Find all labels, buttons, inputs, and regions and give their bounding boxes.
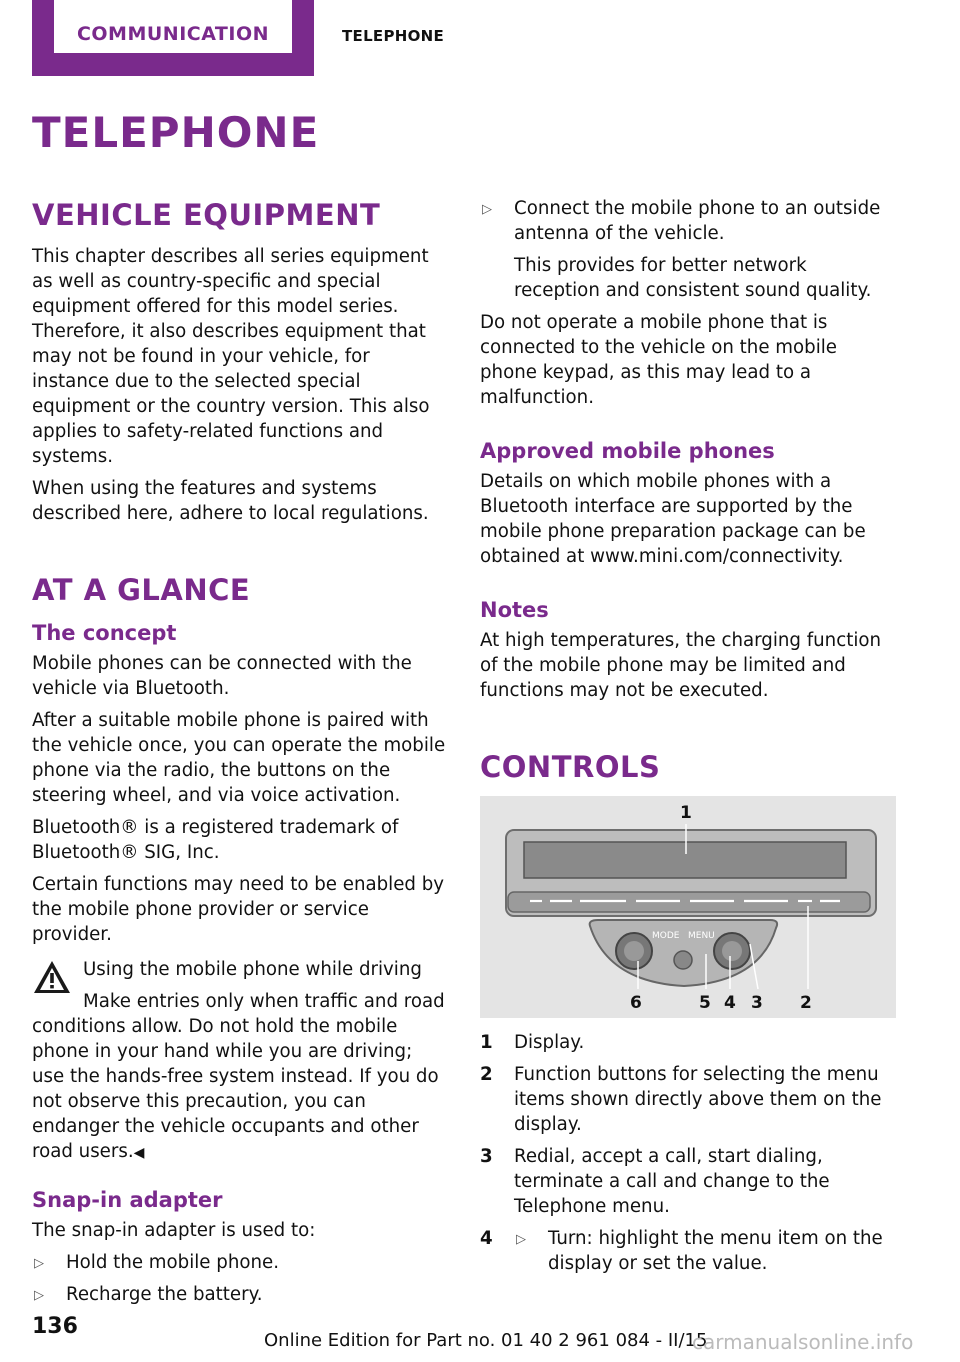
notes-text: At high temperatures, the charging function of the mobile phone may be limited and functions may not be executed. (480, 630, 882, 701)
header-tab-inner (54, 0, 292, 53)
radio-controls-illustration (480, 796, 896, 1018)
triangle-right-icon: ▷ (482, 202, 492, 217)
concept-paragraph-1: Mobile phones can be connected with the vehicle via Bluetooth. (32, 653, 412, 699)
warning-title: Using the mobile phone while driving (83, 959, 422, 980)
list-item-text: Hold the mobile phone. (66, 1252, 279, 1273)
concept-paragraph-4: Certain functions may need to be enabled by the mobile phone provider or service provider. (32, 874, 445, 945)
display-screen (524, 842, 846, 878)
header-tab (32, 0, 314, 76)
header-tab-label: COMMUNICATION (76, 23, 270, 45)
callout-4: 4 (724, 993, 736, 1013)
at-a-glance-heading: AT A GLANCE (32, 573, 251, 607)
list-item (32, 1250, 448, 1275)
list-item-text: Connect the mobile phone to an outside antenna of the vehicle. (514, 198, 881, 244)
list-item (480, 1144, 896, 1219)
snap-in-intro: The snap-in adapter is used to: (32, 1220, 316, 1241)
callout-2: 2 (800, 993, 812, 1013)
item-text: Redial, accept a call, start dialing, terminate a call and change to the Telephone menu. (514, 1146, 830, 1217)
list-item (480, 1062, 896, 1137)
page-number: 136 (32, 1314, 78, 1339)
callout-3: 3 (751, 993, 763, 1013)
item-number: 4 (480, 1228, 493, 1249)
page-title: TELEPHONE (32, 108, 320, 157)
list-item (480, 1030, 896, 1055)
notes-heading: Notes (480, 598, 549, 622)
warning-triangle-icon (32, 959, 72, 1002)
vehicle-equipment-paragraph-2: When using the features and systems described here, adhere to local regulations. (32, 478, 429, 524)
list-item (480, 1226, 896, 1276)
sub-bullet (514, 1226, 896, 1276)
snap-in-heading: Snap-in adapter (32, 1188, 223, 1212)
warning-box (32, 957, 448, 1166)
approved-phones-heading: Approved mobile phones (480, 439, 775, 463)
item-text: Turn: highlight the menu item on the display or set the value. (548, 1228, 883, 1274)
controls-figure (480, 796, 896, 1018)
concept-heading: The concept (32, 621, 177, 645)
operate-warning-paragraph: Do not operate a mobile phone that is connected to the vehicle on the mobile phone keypad, as this may lead to a malfunction. (480, 312, 837, 408)
controls-heading: CONTROLS (480, 750, 661, 784)
edition-info: Online Edition for Part no. 01 40 2 961 084 - II/15 (264, 1330, 708, 1351)
triangle-right-icon: ▷ (516, 1232, 526, 1247)
watermark: carmanualsonline.info (692, 1330, 914, 1354)
item-number: 1 (480, 1032, 493, 1053)
callout-1: 1 (680, 803, 692, 823)
list-item (32, 1282, 448, 1307)
item-number: 2 (480, 1064, 493, 1085)
right-column (480, 196, 896, 1283)
list-item (480, 196, 896, 246)
warning-text-continued (32, 1014, 448, 1166)
callout-5: 5 (699, 993, 711, 1013)
list-item-text: Recharge the battery. (66, 1284, 263, 1305)
callout-6: 6 (630, 993, 642, 1013)
bullet-note: This provides for better network reception and consistent sound quality. (514, 255, 872, 301)
item-number: 3 (480, 1146, 493, 1167)
mode-label: MODE (652, 931, 680, 941)
item-text: Display. (514, 1032, 585, 1053)
warning-text-first-line: Make entries only when traffic and road (83, 991, 445, 1012)
numbered-list (480, 1030, 896, 1276)
vehicle-equipment-heading: VEHICLE EQUIPMENT (32, 198, 381, 232)
end-mark-icon: ◀ (133, 1145, 145, 1161)
left-column (32, 196, 448, 1314)
triangle-right-icon: ▷ (34, 1288, 44, 1303)
menu-label: MENU (688, 931, 715, 941)
approved-phones-text: Details on which mobile phones with a Bluetooth interface are supported by the mobile phone preparation package can be obtained at www.mini.com/connectivity. (480, 471, 866, 567)
concept-paragraph-3: Bluetooth® is a registered trademark of Bluetooth® SIG, Inc. (32, 817, 399, 863)
warning-text-rest: conditions allow. Do not hold the mobile phone in your hand while you are driving; use the hands-free system instead. If you do not observe this precaution, you can endanger the vehicle occupants and other road users. (32, 1016, 439, 1162)
header-section-label: TELEPHONE (342, 27, 445, 45)
vehicle-equipment-paragraph-1: This chapter describes all series equipment as well as country-specific and special equipment offered for this model series. Therefore, it also describes equipment that may not be found in your vehicle, for instance due to the selected special equipment or the country version. This also applies to safety-related functions and systems. (32, 246, 430, 467)
concept-paragraph-2: After a suitable mobile phone is paired with the vehicle once, you can operate the mobile phone via the radio, the buttons on the steering wheel, and via voice activation. (32, 710, 446, 806)
triangle-right-icon: ▷ (34, 1256, 44, 1271)
item-text: Function buttons for selecting the menu items shown directly above them on the display. (514, 1064, 882, 1135)
